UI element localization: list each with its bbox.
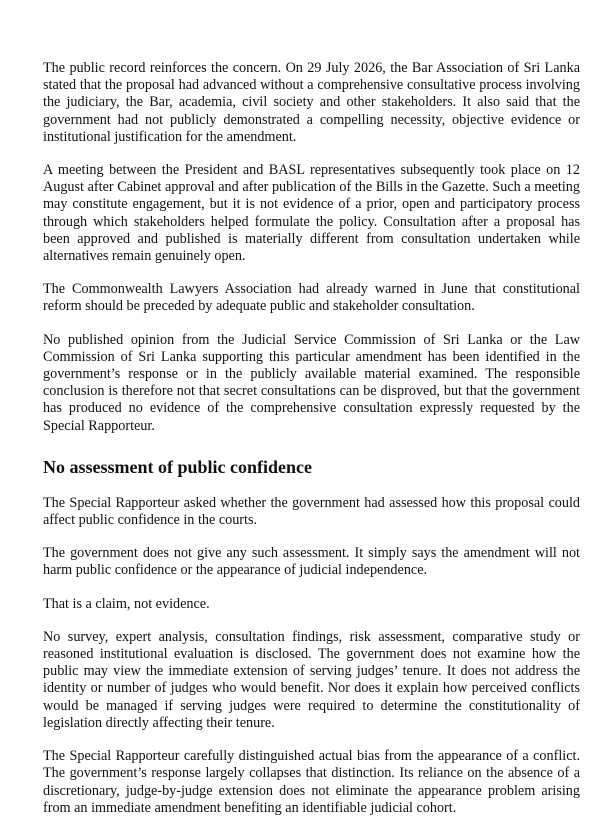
paragraph-president-basl-meeting: A meeting between the President and BASL representatives subsequently took place on 12 August after Cabinet approval and after publication of the Bills in the Gazette. Such a meeting may constitute engagement, but it is not evidence of a prior, open and participatory process through which stakeholders helped formulate the policy. Consultation after a proposal has been approved and published is materially different from consultation undertaken while alternatives remain genuinely open. bbox=[43, 162, 580, 265]
paragraph-no-published-opinion: No published opinion from the Judicial Service Commission of Sri Lanka or the Law Commission of Sri Lanka supporting this particular amendment has been identified in the government’s response or in the publicly available material examined. The responsible conclusion is therefore not that secret consultations can be disproved, but that the government has produced no evidence of the comprehensive consultation expressly requested by the Special Rapporteur. bbox=[43, 331, 580, 434]
document-page bbox=[43, 60, 580, 833]
paragraph-bar-association-statement: The public record reinforces the concern. On 29 July 2026, the Bar Association of Sri Lanka stated that the proposal had advanced without a comprehensive consultative process involving the judiciary, the Bar, academia, civil society and other stakeholders. It also said that the government had not publicly demonstrated a compelling necessity, objective evidence or institutional justification for the amendment. bbox=[43, 60, 580, 145]
paragraph-commonwealth-lawyers: The Commonwealth Lawyers Association had already warned in June that constitutional reform should be preceded by adequate public and stakeholder consultation. bbox=[43, 281, 580, 315]
paragraph-claim-not-evidence: That is a claim, not evidence. bbox=[43, 595, 210, 612]
paragraph-government-no-assessment: The government does not give any such assessment. It simply says the amendment will not harm public confidence or the appearance of judicial independence. bbox=[43, 545, 580, 579]
paragraph-no-survey-disclosed: No survey, expert analysis, consultation findings, risk assessment, comparative study or reasoned institutional evaluation is disclosed. The government does not examine how the public may view the immediate extension of serving judges’ tenure. It does not address the identity or number of judges who would benefit. Nor does it explain how perceived conflicts would be managed if serving judges were required to determine the constitutionality of legislation directly affecting their tenure. bbox=[43, 628, 580, 731]
paragraph-bias-distinction: The Special Rapporteur carefully distinguished actual bias from the appearance of a conflict. The government’s response largely collapses that distinction. Its reliance on the absence of a discretionary, judge-by-judge extension does not eliminate the appearance problem arising from an immediate amendment benefiting an identifiable judicial cohort. bbox=[43, 748, 580, 816]
paragraph-special-rapporteur-question: The Special Rapporteur asked whether the government had assessed how this proposal could affect public confidence in the courts. bbox=[43, 494, 580, 529]
section-heading: No assessment of public confidence bbox=[43, 456, 312, 477]
